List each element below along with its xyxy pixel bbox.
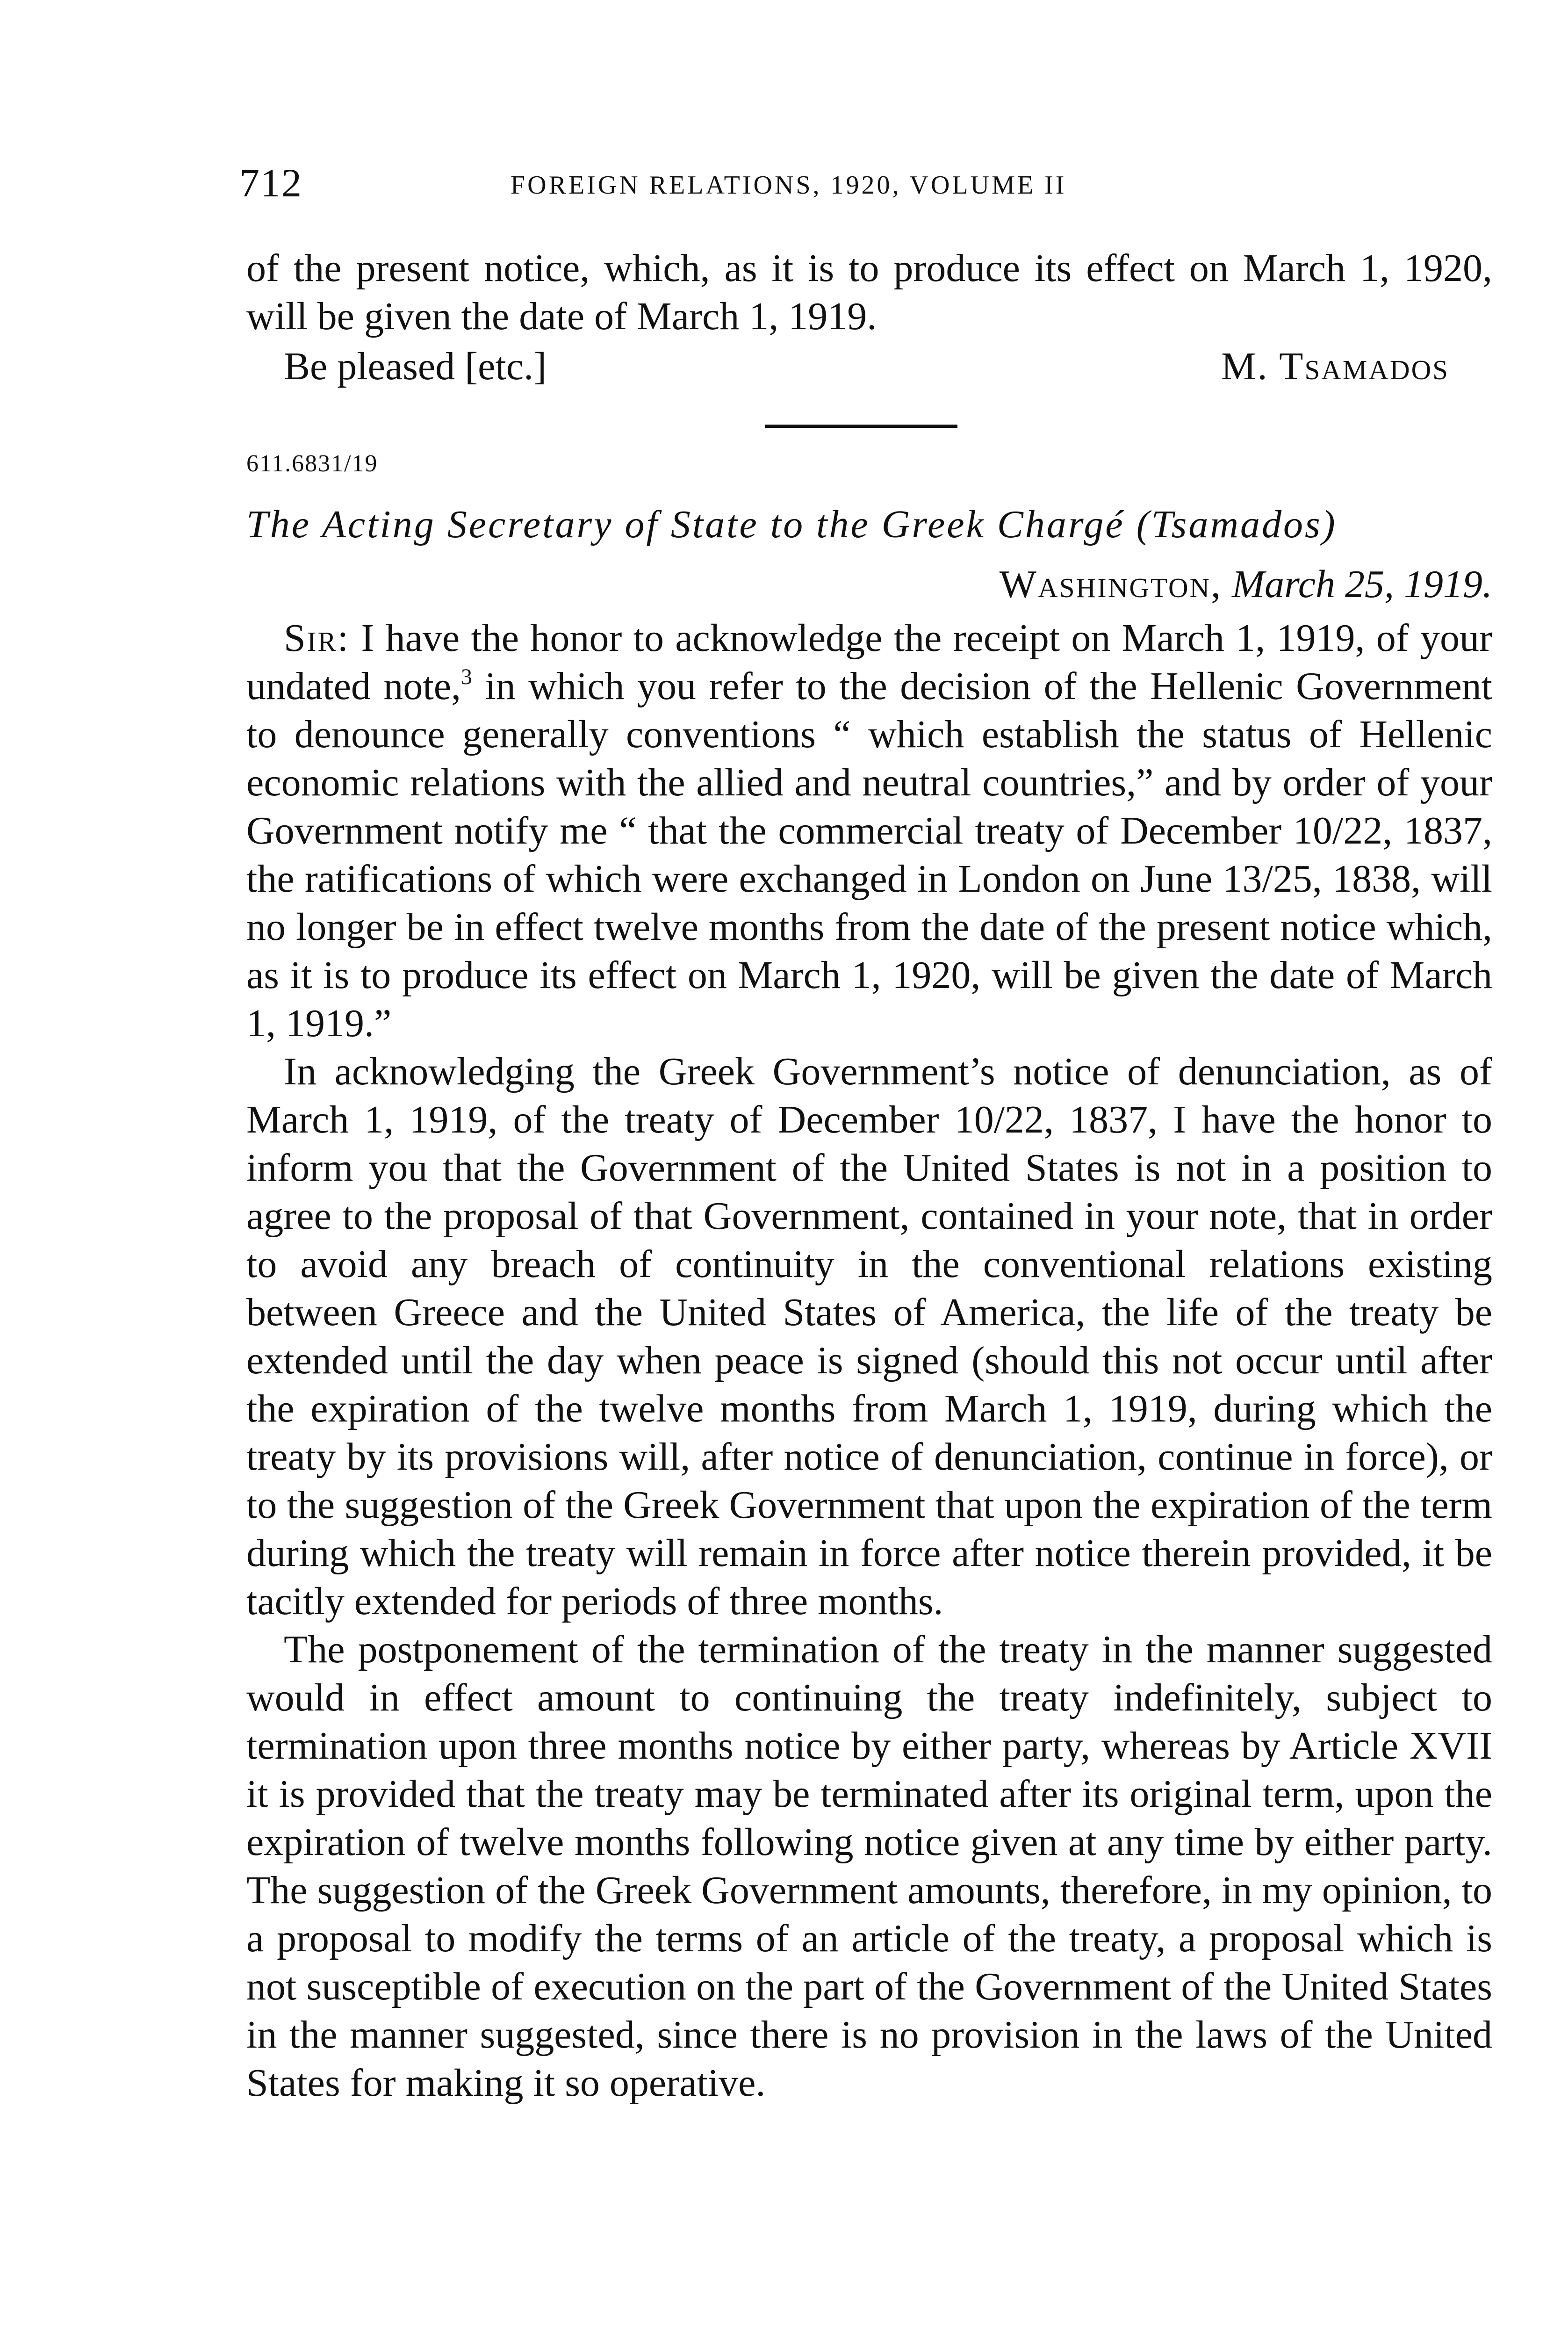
signature: M. Tsamados: [1221, 345, 1449, 388]
file-number: 611.6831/19: [246, 450, 378, 477]
document-separator: [765, 425, 957, 428]
paragraph-text: in which you refer to the decision of the Hellenic Government to denounce generally conventions “ which establish the status of Hellenic economic relations with the allied and neutral countries,” and by order of your Government notify me “ that the commercial treaty of December 10/22, 1837, the ratifications of which were exchanged in London on June 13/25, 1838, will no longer be in effect twelve months from the date of the present notice which, as it is to produce its effect on March 1, 1920, will be given the date of March 1, 1919.”: [246, 664, 1493, 1045]
body-paragraph: [246, 614, 1492, 1047]
page-number: 712: [239, 160, 302, 205]
dateline-date: March 25, 1919.: [1232, 563, 1492, 606]
document-title: The Acting Secretary of State to the Greek Chargé (Tsamados): [246, 503, 1337, 546]
footnote-reference: 3: [460, 664, 472, 689]
body-paragraph: The postponement of the termination of the treaty in the manner suggested would in effect amount to continuing the treaty indefinitely, subject to termination upon three months notice by either party, whereas by Article XVII it is provided that the treaty may be terminated after its original term, upon the expiration of twelve months following notice given at any time by either party. The suggestion of the Greek Government amounts, therefore, in my opinion, to a proposal to modify the terms of an article of the treaty, a proposal which is not susceptible of execution on the part of the Government of the United States in the manner suggested, since there is no provision in the laws of the United States for making it so operative.: [246, 1628, 1492, 2105]
body-paragraph: In acknowledging the Greek Government’s notice of denunciation, as of March 1, 1919, of the treaty of December 10/22, 1837, I have the honor to inform you that the Government of the United States is not in a position to agree to the proposal of that Government, contained in your note, that in order to avoid any breach of continuity in the conventional relations existing between Greece and the United States of America, the life of the treaty be extended until the day when peace is signed (should this not occur until after the expiration of the twelve months from March 1, 1919, during which the treaty by its provisions will, after notice of denunciation, continue in force), or to the suggestion of the Greek Government that upon the expiration of the term during which the treaty will remain in force after notice therein provided, it be tacitly extended for periods of three months.: [246, 1050, 1492, 1623]
salutation: Sir:: [284, 616, 350, 660]
dateline-place: Washington,: [999, 563, 1223, 606]
closing-phrase: Be pleased [etc.]: [284, 345, 547, 388]
paragraph-text: I have the honor to acknowledge the receipt on March 1, 1919, of your undated note,: [246, 616, 1492, 708]
letter-body: [246, 614, 1492, 2107]
running-head: FOREIGN RELATIONS, 1920, VOLUME II: [511, 171, 1067, 200]
continued-paragraph: of the present notice, which, as it is to produce its effect on March 1, 1920, will be given the date of March 1, 1919.: [246, 246, 1492, 338]
previous-document-text: [246, 244, 1492, 340]
dateline: [1000, 565, 1492, 604]
closing-row: [284, 342, 1492, 390]
